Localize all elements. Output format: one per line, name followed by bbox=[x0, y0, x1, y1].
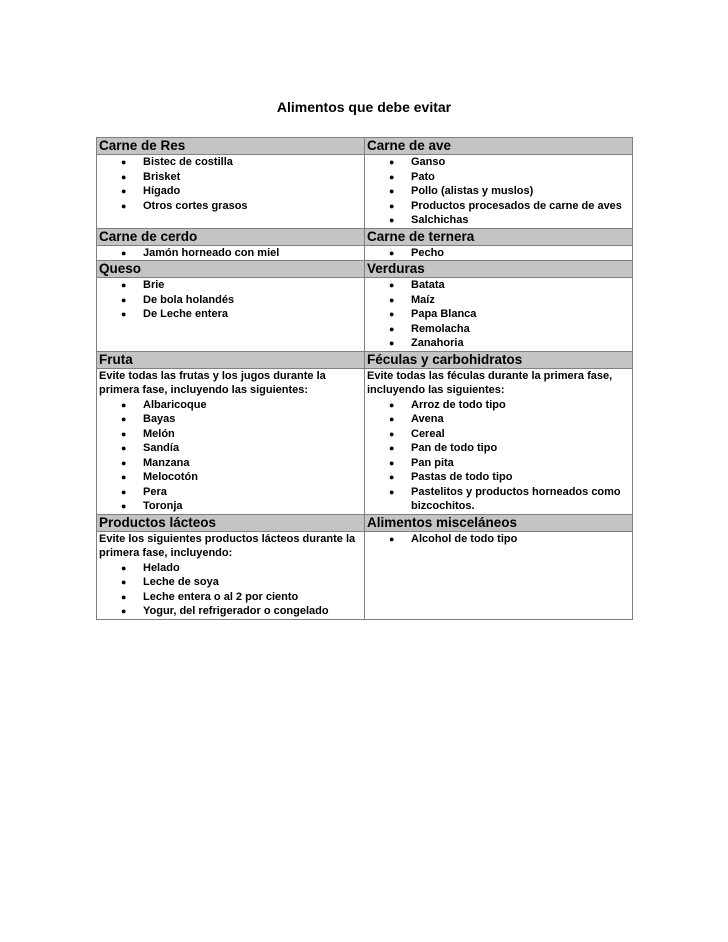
section-body-fruta bbox=[97, 368, 365, 514]
section-intro: Evite todas las féculas durante la primera fase, incluyendo las siguientes: bbox=[367, 369, 613, 396]
food-list-item: ● Cereal bbox=[367, 427, 630, 442]
section-body-row bbox=[97, 245, 633, 261]
section-header-alimentos-miscelaneos: Alimentos misceláneos bbox=[365, 514, 633, 531]
section-body-verduras bbox=[365, 278, 633, 352]
section-header-verduras: Verduras bbox=[365, 261, 633, 278]
food-list bbox=[99, 246, 362, 261]
food-list bbox=[367, 532, 630, 547]
food-list bbox=[367, 278, 630, 351]
section-header-row bbox=[97, 261, 633, 278]
section-body-productos-lacteos bbox=[97, 531, 365, 619]
section-body-carne-de-ave bbox=[365, 155, 633, 229]
food-list-item: ● De Leche entera bbox=[99, 307, 362, 322]
food-list-item: ● De bola holandés bbox=[99, 293, 362, 308]
food-list-item: ● Ganso bbox=[367, 155, 630, 170]
food-list-item: ● Leche de soya bbox=[99, 575, 362, 590]
food-list-item: ● Melón bbox=[99, 427, 362, 442]
food-list bbox=[367, 246, 630, 261]
section-header-productos-lacteos: Productos lácteos bbox=[97, 514, 365, 531]
food-list-item: ● Manzana bbox=[99, 456, 362, 471]
food-list-item: ● Albaricoque bbox=[99, 398, 362, 413]
section-body-carne-de-ternera bbox=[365, 245, 633, 261]
food-list-item: ● Arroz de todo tipo bbox=[367, 398, 630, 413]
food-list-item: ● Jamón horneado con miel bbox=[99, 246, 362, 261]
section-header-row bbox=[97, 514, 633, 531]
food-list-item: ● Remolacha bbox=[367, 322, 630, 337]
food-list bbox=[99, 561, 362, 619]
food-list-item: ● Pera bbox=[99, 485, 362, 500]
food-list-item: ● Batata bbox=[367, 278, 630, 293]
section-header-row bbox=[97, 351, 633, 368]
food-list bbox=[99, 398, 362, 514]
food-list-item: ● Pato bbox=[367, 170, 630, 185]
section-body-feculas-y-carbohidratos bbox=[365, 368, 633, 514]
page-title: Alimentos que debe evitar bbox=[276, 99, 452, 115]
section-header-row bbox=[97, 138, 633, 155]
food-list bbox=[367, 155, 630, 228]
section-body-queso bbox=[97, 278, 365, 352]
section-header-row bbox=[97, 228, 633, 245]
food-list-item: ● Alcohol de todo tipo bbox=[367, 532, 630, 547]
food-list-item: ● Toronja bbox=[99, 499, 362, 514]
section-body-row bbox=[97, 155, 633, 229]
food-list-item: ● Brie bbox=[99, 278, 362, 293]
section-header-carne-de-ave: Carne de ave bbox=[365, 138, 633, 155]
section-body-carne-de-res bbox=[97, 155, 365, 229]
section-body-row bbox=[97, 278, 633, 352]
food-list-item: ● Sandía bbox=[99, 441, 362, 456]
section-body-row bbox=[97, 368, 633, 514]
section-intro: Evite todas las frutas y los jugos durante la primera fase, incluyendo las siguientes: bbox=[99, 369, 326, 396]
food-list-item: ● Pan pita bbox=[367, 456, 630, 471]
food-list-item: ● Pastelitos y productos horneados como bizcochitos. bbox=[367, 485, 630, 514]
food-list-item: ● Melocotón bbox=[99, 470, 362, 485]
food-list-item: ● Pecho bbox=[367, 246, 630, 261]
food-list-item: ● Pastas de todo tipo bbox=[367, 470, 630, 485]
food-list-item: ● Bayas bbox=[99, 412, 362, 427]
food-list-item: ● Leche entera o al 2 por ciento bbox=[99, 590, 362, 605]
food-list-item: ● Yogur, del refrigerador o congelado bbox=[99, 604, 362, 619]
food-list-item: ● Salchichas bbox=[367, 213, 630, 228]
section-intro: Evite los siguientes productos lácteos durante la primera fase, incluyendo: bbox=[99, 532, 356, 559]
section-header-carne-de-res: Carne de Res bbox=[97, 138, 365, 155]
section-header-fruta: Fruta bbox=[97, 351, 365, 368]
food-list-item: ● Helado bbox=[99, 561, 362, 576]
food-list-item: ● Brisket bbox=[99, 170, 362, 185]
section-header-carne-de-cerdo: Carne de cerdo bbox=[97, 228, 365, 245]
food-list-item: ● Zanahoria bbox=[367, 336, 630, 351]
section-body-row bbox=[97, 531, 633, 619]
food-list-item: ● Maíz bbox=[367, 293, 630, 308]
table-body bbox=[97, 138, 633, 620]
food-list bbox=[99, 278, 362, 322]
food-list bbox=[99, 155, 362, 213]
section-body-alimentos-miscelaneos bbox=[365, 531, 633, 619]
food-list-item: ● Papa Blanca bbox=[367, 307, 630, 322]
food-list-item: ● Bistec de costilla bbox=[99, 155, 362, 170]
section-header-carne-de-ternera: Carne de ternera bbox=[365, 228, 633, 245]
section-header-feculas-y-carbohidratos: Féculas y carbohidratos bbox=[365, 351, 633, 368]
food-list-item: ● Pan de todo tipo bbox=[367, 441, 630, 456]
food-list-item: ● Avena bbox=[367, 412, 630, 427]
section-body-carne-de-cerdo bbox=[97, 245, 365, 261]
food-list bbox=[367, 398, 630, 514]
food-list-item: ● Pollo (alistas y muslos) bbox=[367, 184, 630, 199]
food-list-item: ● Productos procesados de carne de aves bbox=[367, 199, 630, 214]
section-header-queso: Queso bbox=[97, 261, 365, 278]
food-list-item: ● Hígado bbox=[99, 184, 362, 199]
food-list-item: ● Otros cortes grasos bbox=[99, 199, 362, 214]
food-table bbox=[96, 137, 633, 620]
